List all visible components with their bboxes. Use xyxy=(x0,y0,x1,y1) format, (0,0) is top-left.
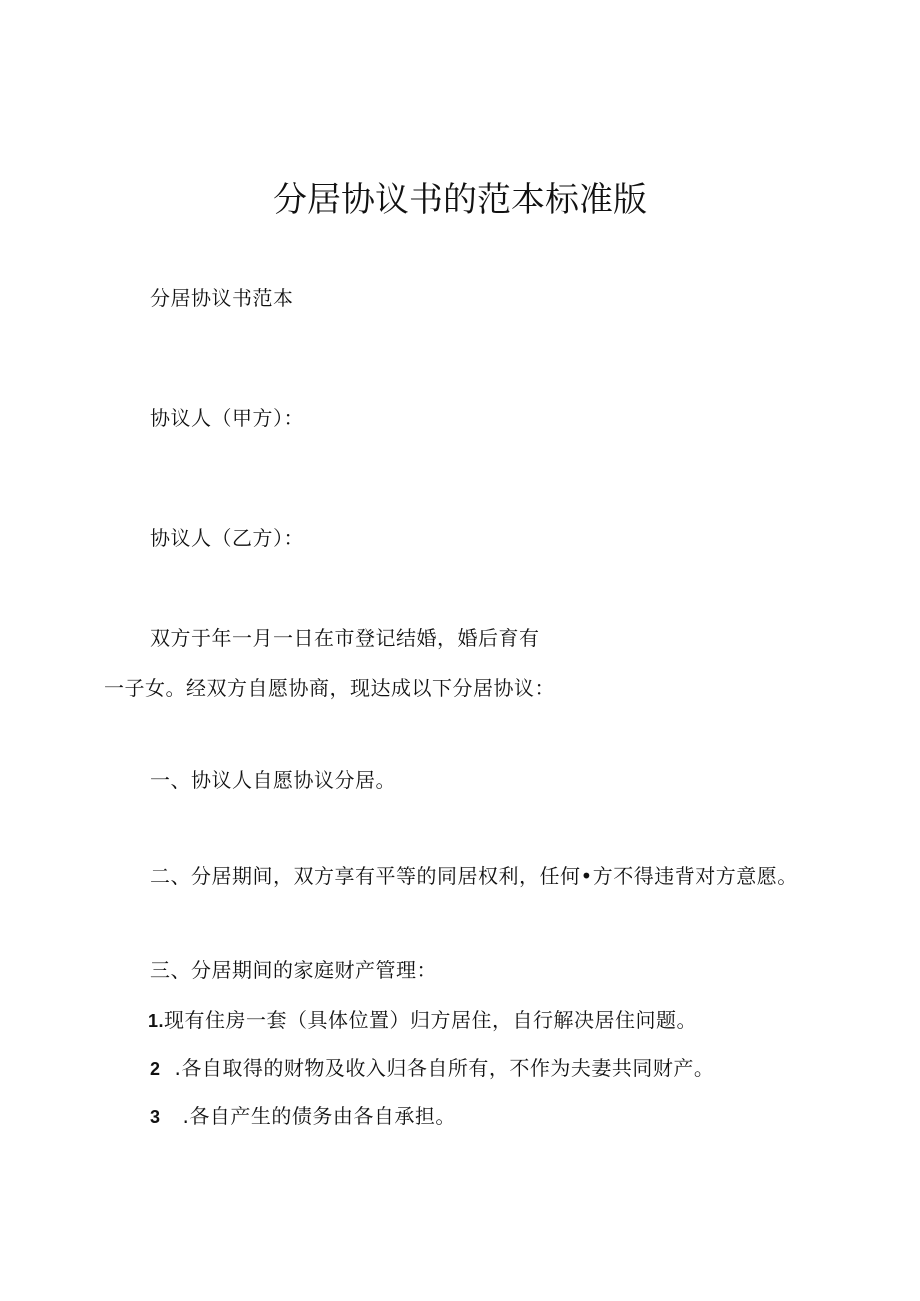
clause-3: 三、分居期间的家庭财产管理： xyxy=(150,958,437,982)
party-a-label: 协议人（甲方）： xyxy=(150,406,304,430)
list-item xyxy=(148,1006,697,1035)
intro-paragraph-line-2: 一子女。经双方自愿协商，现达成以下分居协议： xyxy=(104,676,555,700)
document-title: 分居协议书的范本标准版 xyxy=(273,180,647,220)
clause-1: 一、协议人自愿协议分居。 xyxy=(150,768,396,792)
intro-paragraph-line-1: 双方于年一月一日在市登记结婚，婚后育有 xyxy=(150,626,540,650)
list-item-text: .各自产生的债务由各自承担。 xyxy=(182,1104,456,1128)
list-item xyxy=(150,1102,456,1131)
list-item-text: .各自取得的财物及收入归各自所有，不作为夫妻共同财产。 xyxy=(174,1056,715,1080)
list-item-text: 现有住房一套（具体位置）归方居住，自行解决居住问题。 xyxy=(164,1008,698,1032)
party-b-label: 协议人（乙方）： xyxy=(150,526,304,550)
list-item-number: 2 xyxy=(150,1059,161,1079)
document-subtitle: 分居协议书范本 xyxy=(150,286,294,310)
list-item-number: 3 xyxy=(150,1107,161,1127)
list-item xyxy=(150,1054,714,1083)
clause-2: 二、分居期间，双方享有平等的同居权利，任何•方不得违背对方意愿。 xyxy=(150,864,798,888)
list-item-number: 1. xyxy=(148,1011,165,1031)
